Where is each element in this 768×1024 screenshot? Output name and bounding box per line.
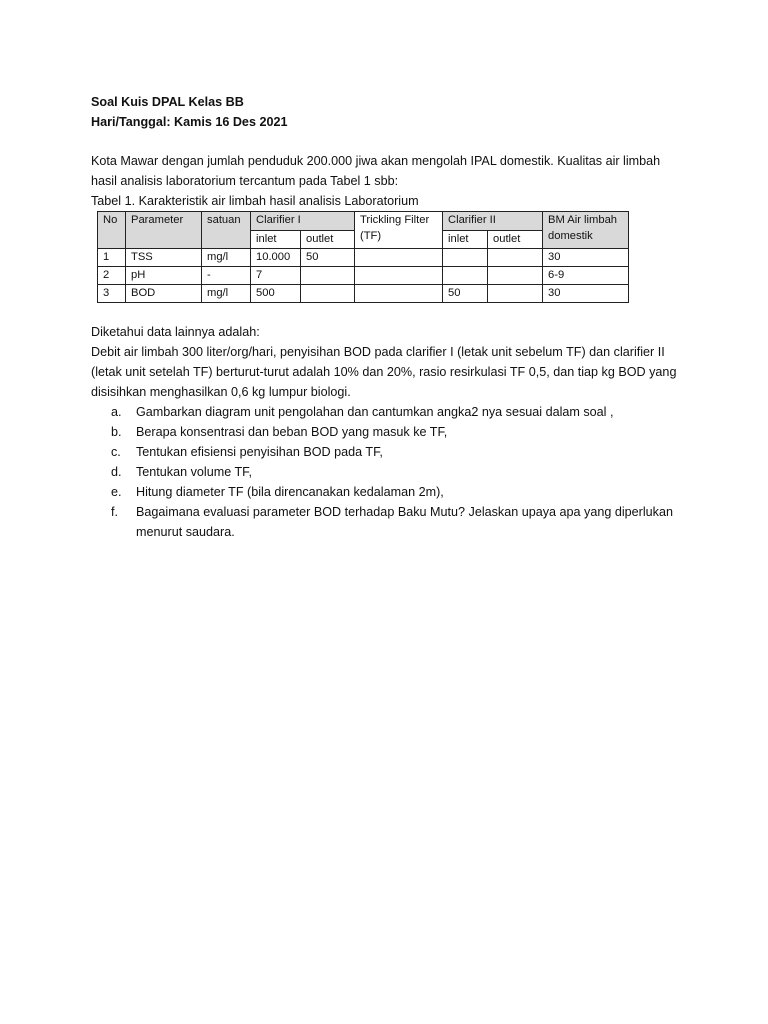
lab-results-table xyxy=(97,211,629,303)
cell-c2-outlet xyxy=(488,285,543,303)
question-text: menurut saudara. xyxy=(136,525,235,539)
header-trickling-filter xyxy=(355,212,443,249)
cell-no: 2 xyxy=(98,267,126,285)
cell-bm: 30 xyxy=(543,285,629,303)
header-parameter: Parameter xyxy=(126,212,202,249)
header-c1-outlet: outlet xyxy=(301,230,355,249)
cell-parameter: pH xyxy=(126,267,202,285)
header-no: No xyxy=(98,212,126,249)
cell-satuan: mg/l xyxy=(202,249,251,267)
cell-tf xyxy=(355,249,443,267)
header-clarifier-1: Clarifier I xyxy=(251,212,355,231)
question-text: Berapa konsentrasi dan beban BOD yang masuk ke TF, xyxy=(136,425,448,439)
question-text: Tentukan volume TF, xyxy=(136,465,252,479)
table-row xyxy=(98,249,629,267)
cell-tf xyxy=(355,285,443,303)
question-text: Hitung diameter TF (bila direncanakan kedalaman 2m), xyxy=(136,485,444,499)
header-clarifier-2: Clarifier II xyxy=(443,212,543,231)
header-bm-line-2: domestik xyxy=(548,230,593,242)
cell-bm: 6-9 xyxy=(543,267,629,285)
cell-c2-inlet xyxy=(443,249,488,267)
cell-c2-outlet xyxy=(488,249,543,267)
cell-satuan: - xyxy=(202,267,251,285)
intro-line-1: Kota Mawar dengan jumlah penduduk 200.000 jiwa akan mengolah IPAL domestik. Kualitas air limbah xyxy=(91,154,661,168)
list-marker: e. xyxy=(111,485,122,499)
cell-no: 1 xyxy=(98,249,126,267)
cell-c1-outlet: 50 xyxy=(301,249,355,267)
cell-c1-outlet xyxy=(301,267,355,285)
list-marker: d. xyxy=(111,465,122,479)
table-row xyxy=(98,267,629,285)
header-satuan: satuan xyxy=(202,212,251,249)
header-c2-outlet: outlet xyxy=(488,230,543,249)
header-c2-inlet: inlet xyxy=(443,230,488,249)
known-heading: Diketahui data lainnya adalah: xyxy=(91,325,260,339)
question-text: Gambarkan diagram unit pengolahan dan cantumkan angka2 nya sesuai dalam soal , xyxy=(136,405,614,419)
cell-bm: 30 xyxy=(543,249,629,267)
cell-satuan: mg/l xyxy=(202,285,251,303)
cell-c1-inlet: 10.000 xyxy=(251,249,301,267)
known-line-2: (letak unit setelah TF) berturut-turut adalah 10% dan 20%, rasio resirkulasi TF 0,5, dan tiap kg BOD yang xyxy=(91,365,677,379)
cell-c1-outlet xyxy=(301,285,355,303)
cell-no: 3 xyxy=(98,285,126,303)
cell-c1-inlet: 500 xyxy=(251,285,301,303)
list-marker: b. xyxy=(111,425,122,439)
cell-c2-inlet: 50 xyxy=(443,285,488,303)
header-tf-line-1: Trickling Filter xyxy=(360,214,430,226)
question-text: Tentukan efisiensi penyisihan BOD pada TF, xyxy=(136,445,383,459)
date-line: Hari/Tanggal: Kamis 16 Des 2021 xyxy=(91,115,288,129)
header-tf-line-2: (TF) xyxy=(360,230,382,242)
question-text: Bagaimana evaluasi parameter BOD terhadap Baku Mutu? Jelaskan upaya apa yang diperlukan xyxy=(136,505,673,519)
cell-c2-inlet xyxy=(443,267,488,285)
table-header-row xyxy=(98,212,629,231)
cell-c2-outlet xyxy=(488,267,543,285)
table-caption: Tabel 1. Karakteristik air limbah hasil analisis Laboratorium xyxy=(91,194,419,208)
header-bm-line-1: BM Air limbah xyxy=(548,214,618,226)
list-marker: c. xyxy=(111,445,121,459)
list-marker: a. xyxy=(111,405,122,419)
cell-parameter: BOD xyxy=(126,285,202,303)
header-c1-inlet: inlet xyxy=(251,230,301,249)
list-marker: f. xyxy=(111,505,118,519)
cell-parameter: TSS xyxy=(126,249,202,267)
quiz-title: Soal Kuis DPAL Kelas BB xyxy=(91,95,244,109)
cell-tf xyxy=(355,267,443,285)
known-line-1: Debit air limbah 300 liter/org/hari, penyisihan BOD pada clarifier I (letak unit sebelum TF) dan clarifier II xyxy=(91,345,665,359)
intro-line-2: hasil analisis laboratorium tercantum pada Tabel 1 sbb: xyxy=(91,174,399,188)
header-bm xyxy=(543,212,629,249)
table-row xyxy=(98,285,629,303)
cell-c1-inlet: 7 xyxy=(251,267,301,285)
known-line-3: disisihkan menghasilkan 0,6 kg lumpur biologi. xyxy=(91,385,351,399)
